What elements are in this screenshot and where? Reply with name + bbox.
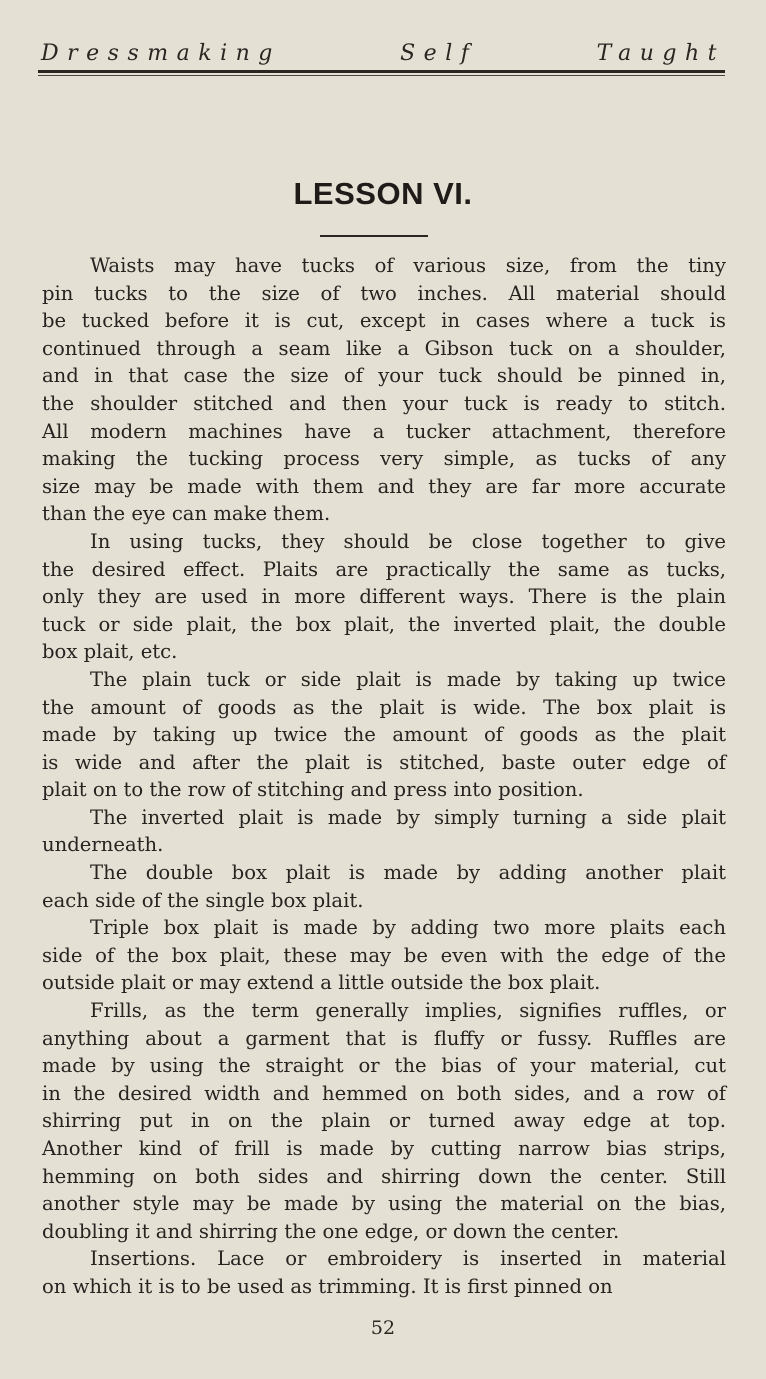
text-line: The plain tuck or side plait is made by taking up twice [90, 667, 726, 691]
paragraph [42, 804, 726, 859]
text-line: hemming on both sides and shirring down the center. Still [42, 1164, 726, 1188]
text-line: Triple box plait is made by adding two more plaits each [90, 916, 726, 940]
page-number: 52 [370, 1317, 396, 1339]
text-line: In using tucks, they should be close together to give [90, 529, 726, 553]
text-line: made by using the straight or the bias of your material, cut [42, 1054, 726, 1078]
text-line: the amount of goods as the plait is wide. The box plait is [42, 695, 726, 719]
lesson-title: LESSON VI. [293, 176, 473, 211]
text-line: Another kind of frill is made by cutting narrow bias strips, [42, 1137, 726, 1160]
paragraph [42, 997, 726, 1245]
text-line: All modern machines have a tucker attachment, therefore [42, 419, 726, 443]
text-line: The inverted plait is made by simply turning a side plait [90, 805, 726, 829]
text-line: size may be made with them and they are far more accurate [42, 474, 726, 498]
text-line: is wide and after the plait is stitched, baste outer edge of [42, 750, 726, 774]
text-line: anything about a garment that is fluffy or fussy. Ruffles are [42, 1026, 726, 1050]
text-line: shirring put in on the plain or turned away edge at top. [42, 1109, 726, 1133]
header-rule-thin [38, 75, 725, 76]
paragraph [42, 914, 726, 997]
text-line: and in that case the size of your tuck should be pinned in, [42, 364, 726, 388]
text-line: outside plait or may extend a little outside the box plait. [42, 971, 601, 995]
text-line: made by taking up twice the amount of goods as the plait [42, 723, 726, 747]
text-line: in the desired width and hemmed on both sides, and a row of [42, 1081, 726, 1105]
text-line: pin tucks to the size of two inches. All material should [42, 281, 726, 305]
text-line: doubling it and shirring the one edge, or down the center. [42, 1219, 620, 1243]
running-head-word: Taught [596, 41, 725, 66]
paragraph [42, 859, 726, 914]
paragraph [42, 666, 726, 804]
text-line: box plait, etc. [42, 640, 178, 664]
text-line: the desired effect. Plaits are practically the same as tucks, [42, 557, 726, 581]
text-line: on which it is to be used as trimming. It is first pinned on [42, 1274, 613, 1298]
running-head [41, 40, 725, 68]
text-line: making the tucking process very simple, as tucks of any [42, 447, 726, 471]
body-text [42, 252, 726, 1301]
text-line: underneath. [42, 833, 164, 857]
text-line: side of the box plait, these may be even with the edge of the [42, 943, 726, 967]
paragraph [42, 528, 726, 666]
text-line: continued through a seam like a Gibson tuck on a shoulder, [42, 336, 726, 360]
header-rule [38, 70, 725, 73]
text-line: plait on to the row of stitching and press into position. [42, 778, 584, 802]
paragraph [42, 1245, 726, 1300]
text-line: tuck or side plait, the box plait, the inverted plait, the double [42, 612, 726, 636]
text-line: The double box plait is made by adding another plait [90, 861, 726, 885]
text-line: Frills, as the term generally implies, signifies ruffles, or [90, 999, 726, 1023]
text-line: Insertions. Lace or embroidery is inserted in material [90, 1247, 726, 1271]
text-line: another style may be made by using the material on the bias, [42, 1192, 726, 1216]
text-line: only they are used in more different ways. There is the plain [42, 585, 726, 609]
text-line: than the eye can make them. [42, 502, 331, 526]
text-line: Waists may have tucks of various size, from the tiny [90, 254, 726, 277]
running-head-word: Self [400, 41, 478, 66]
running-head-word: Dressmaking [41, 41, 281, 66]
text-line: each side of the single box plait. [42, 888, 364, 912]
text-line: the shoulder stitched and then your tuck is ready to stitch. [42, 391, 726, 415]
paragraph [42, 252, 726, 528]
text-line: be tucked before it is cut, except in cases where a tuck is [42, 309, 726, 333]
title-rule [320, 235, 428, 237]
